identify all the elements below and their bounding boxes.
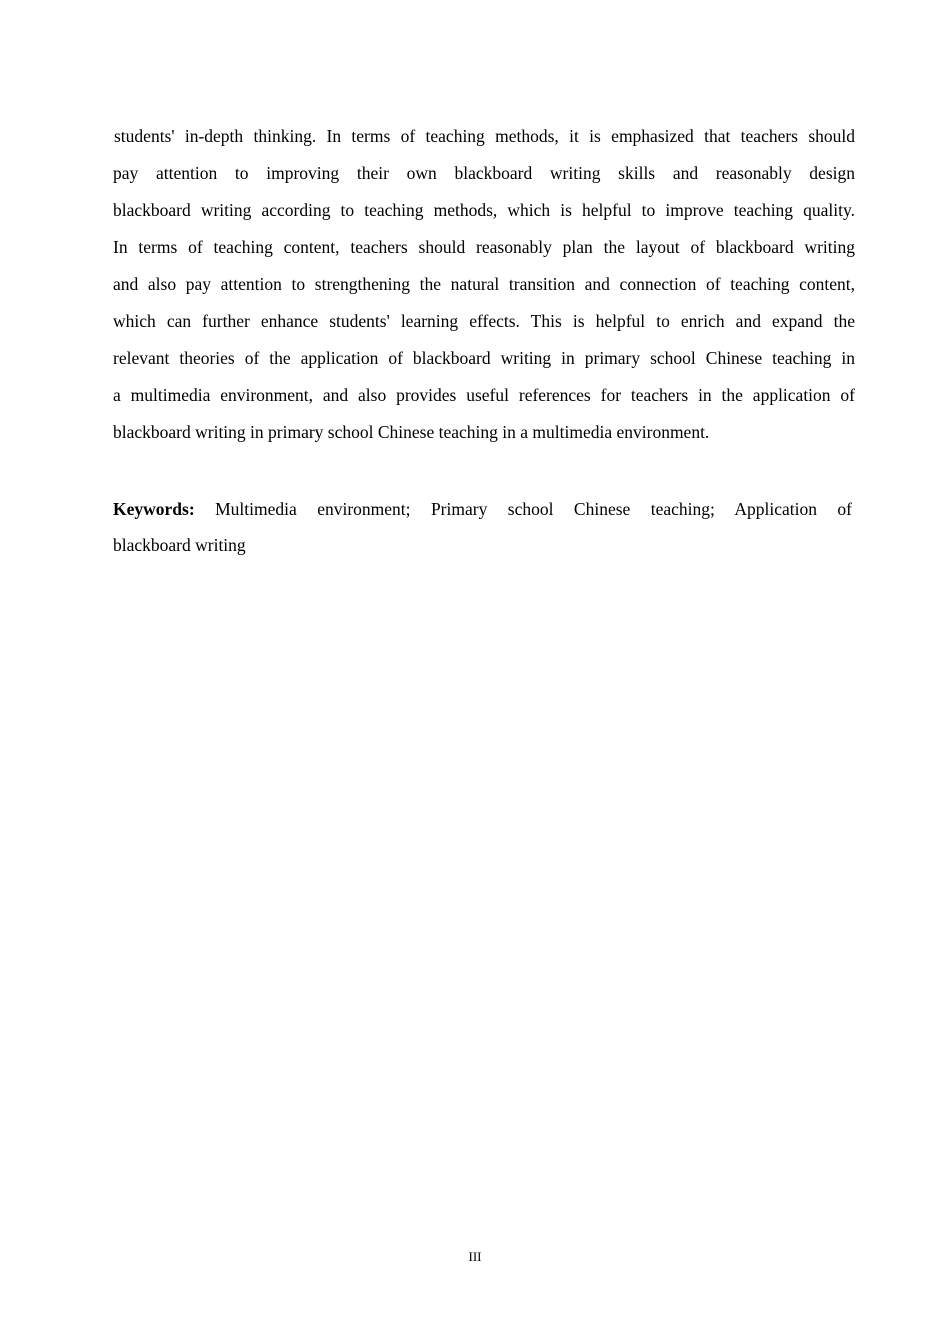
abstract-line: students' in-depth thinking. In terms of teaching methods, it is emphasized that teachers should — [114, 126, 855, 146]
abstract-line: blackboard writing according to teaching methods, which is helpful to improve teaching quality. — [113, 200, 855, 220]
abstract-line: In terms of teaching content, teachers should reasonably plan the layout of blackboard writing — [113, 237, 855, 257]
abstract-line: relevant theories of the application of blackboard writing in primary school Chinese teaching in — [113, 348, 855, 368]
keywords-line-continued: blackboard writing — [113, 535, 246, 555]
abstract-line: which can further enhance students' learning effects. This is helpful to enrich and expand the — [113, 311, 855, 331]
abstract-line: pay attention to improving their own blackboard writing skills and reasonably design — [113, 163, 855, 183]
abstract-paragraph — [113, 118, 855, 451]
keywords-line — [113, 491, 852, 527]
keywords-label: Keywords: — [113, 499, 195, 519]
abstract-line: blackboard writing in primary school Chinese teaching in a multimedia environment. — [113, 422, 710, 442]
abstract-line: a multimedia environment, and also provides useful references for teachers in the application of — [113, 385, 855, 405]
keywords-list: Multimedia environment; Primary school Chinese teaching; Application of — [194, 499, 852, 519]
page-number: III — [468, 1249, 482, 1264]
keywords-section — [113, 491, 852, 563]
abstract-line: and also pay attention to strengthening the natural transition and connection of teaching content, — [113, 274, 855, 294]
